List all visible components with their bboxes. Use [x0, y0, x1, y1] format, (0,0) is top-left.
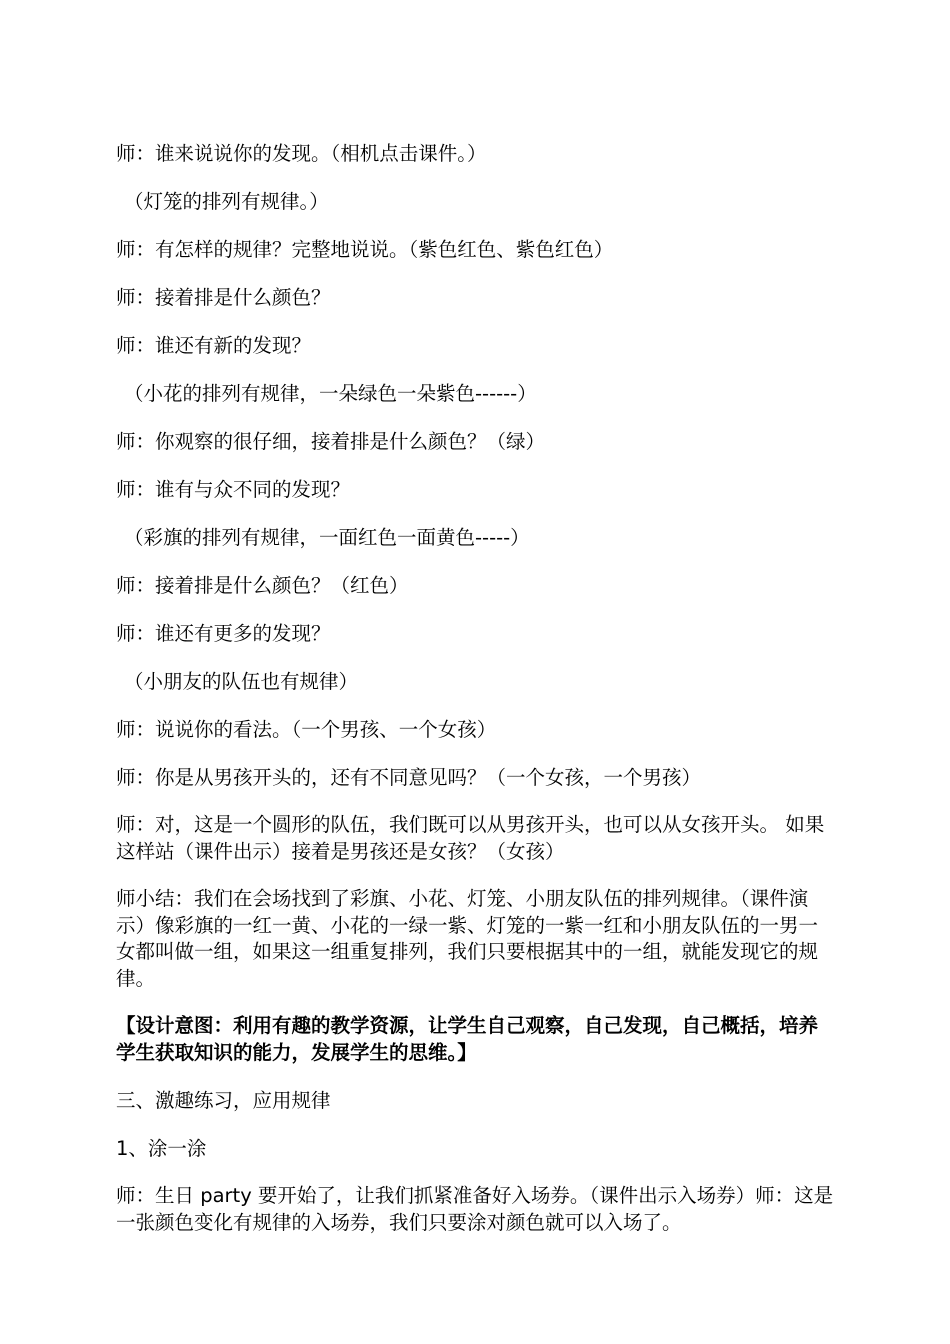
paragraph-teacher-prompt: 师：说说你的看法。（一个男孩、一个女孩） — [116, 718, 497, 741]
paragraph-student-answer: （彩旗的排列有规律，一面红色一面黄色-----） — [124, 526, 530, 549]
paragraph-teacher-prompt: 师：接着排是什么颜色？ — [116, 286, 331, 309]
section-heading: 三、激趣练习，应用规律 — [116, 1089, 331, 1112]
subsection-heading: 1、涂一涂 — [116, 1137, 207, 1160]
paragraph-teacher-prompt: 师：你观察的很仔细，接着排是什么颜色？（绿） — [116, 430, 546, 453]
paragraph-design-intent: 【设计意图：利用有趣的教学资源，让学生自己观察，自己发现，自己概括，培养学生获取知识的能力，发展学生的思维。】 — [116, 1014, 819, 1064]
paragraph-teacher-prompt: 师：谁来说说你的发现。（相机点击课件。） — [116, 142, 487, 165]
paragraph-teacher-prompt: 师：生日 party 要开始了，让我们抓紧准备好入场券。（课件出示入场券）师：这是一张颜色变化有规律的入场券，我们只要涂对颜色就可以入场了。 — [116, 1184, 834, 1234]
paragraph-teacher-prompt: 师：你是从男孩开头的，还有不同意见吗？（一个女孩，一个男孩） — [116, 766, 702, 789]
paragraph-teacher-prompt: 师：接着排是什么颜色？（红色） — [116, 574, 409, 597]
paragraph-teacher-prompt: 师：有怎样的规律？完整地说说。（紫色红色、紫色红色） — [116, 238, 614, 261]
paragraph-teacher-prompt: 师：谁还有新的发现？ — [116, 334, 312, 357]
paragraph-teacher-prompt: 师：对，这是一个圆形的队伍，我们既可以从男孩开头，也可以从女孩开头。 如果这样站（课件出示）接着是男孩还是女孩？（女孩） — [116, 813, 825, 863]
document-body — [116, 140, 836, 1257]
paragraph-student-answer: （小花的排列有规律，一朵绿色一朵紫色------） — [124, 382, 537, 405]
paragraph-student-answer: （灯笼的排列有规律。） — [124, 190, 329, 213]
paragraph-student-answer: （小朋友的队伍也有规律） — [124, 670, 359, 693]
paragraph-teacher-summary: 师小结：我们在会场找到了彩旗、小花、灯笼、小朋友队伍的排列规律。（课件演示）像彩旗的一红一黄、小花的一绿一紫、灯笼的一紫一红和小朋友队伍的一男一女都叫做一组，如果这一组重复排列，我们只要根据其中的一组，就能发现它的规律。 — [116, 887, 819, 990]
paragraph-teacher-prompt: 师：谁还有更多的发现？ — [116, 622, 331, 645]
paragraph-teacher-prompt: 师：谁有与众不同的发现？ — [116, 478, 351, 501]
